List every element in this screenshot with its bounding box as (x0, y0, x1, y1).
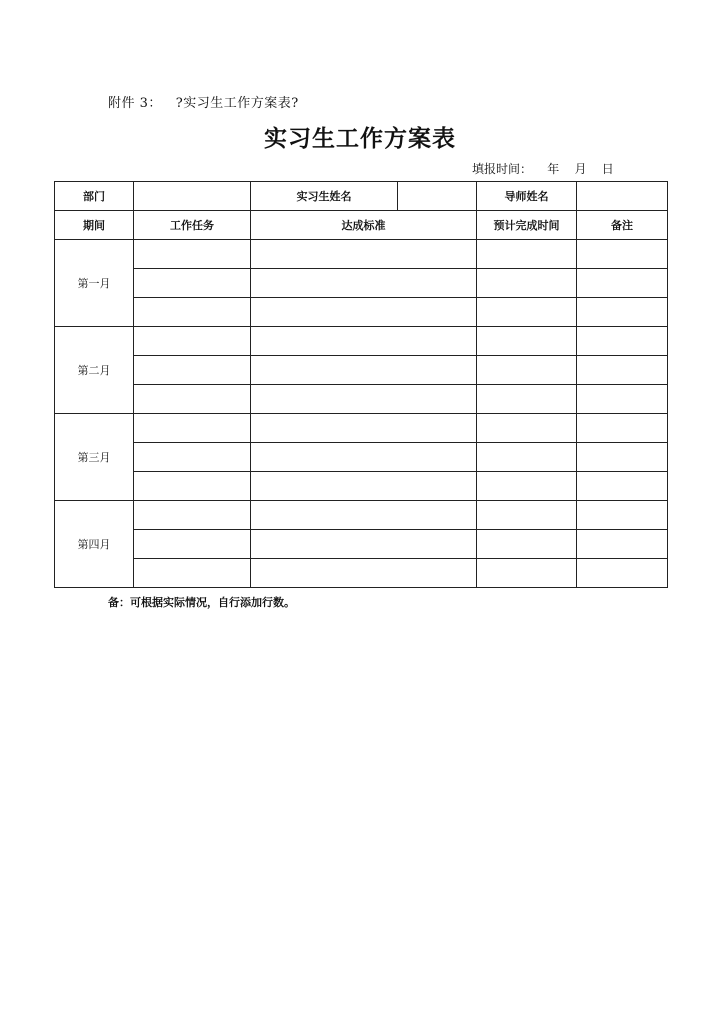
table-row (55, 414, 668, 443)
intern-plan-table (54, 181, 668, 588)
table-row (55, 443, 668, 472)
department-field[interactable] (134, 182, 251, 211)
attachment-line: 附件 3： ?实习生工作方案表? (108, 96, 299, 111)
remark-cell[interactable] (577, 443, 668, 472)
standard-header: 达成标准 (251, 211, 477, 240)
intern-name-field[interactable] (398, 182, 477, 211)
intern-name-label: 实习生姓名 (251, 182, 398, 211)
due-time-cell[interactable] (477, 472, 577, 501)
table-row (55, 240, 668, 269)
due-time-cell[interactable] (477, 385, 577, 414)
due-time-cell[interactable] (477, 414, 577, 443)
standard-cell[interactable] (251, 298, 477, 327)
standard-cell[interactable] (251, 414, 477, 443)
due-time-header: 预计完成时间 (477, 211, 577, 240)
table-row (55, 559, 668, 588)
due-time-cell[interactable] (477, 356, 577, 385)
due-time-cell[interactable] (477, 443, 577, 472)
mentor-name-field[interactable] (577, 182, 668, 211)
column-header-row (55, 211, 668, 240)
due-time-cell[interactable] (477, 327, 577, 356)
table-row (55, 298, 668, 327)
standard-cell[interactable] (251, 530, 477, 559)
standard-cell[interactable] (251, 327, 477, 356)
standard-cell[interactable] (251, 240, 477, 269)
task-cell[interactable] (134, 530, 251, 559)
remark-cell[interactable] (577, 298, 668, 327)
task-cell[interactable] (134, 298, 251, 327)
remark-cell[interactable] (577, 385, 668, 414)
task-cell[interactable] (134, 414, 251, 443)
mentor-name-label: 导师姓名 (477, 182, 577, 211)
due-time-cell[interactable] (477, 240, 577, 269)
task-cell[interactable] (134, 472, 251, 501)
department-label: 部门 (55, 182, 134, 211)
task-cell[interactable] (134, 443, 251, 472)
remark-cell[interactable] (577, 559, 668, 588)
remark-cell[interactable] (577, 501, 668, 530)
remark-cell[interactable] (577, 327, 668, 356)
task-header: 工作任务 (134, 211, 251, 240)
remark-cell[interactable] (577, 269, 668, 298)
table-row (55, 530, 668, 559)
table-row (55, 385, 668, 414)
due-time-cell[interactable] (477, 501, 577, 530)
remark-cell[interactable] (577, 240, 668, 269)
table-row (55, 501, 668, 530)
due-time-cell[interactable] (477, 298, 577, 327)
period-label: 第三月 (55, 414, 134, 501)
remark-cell[interactable] (577, 472, 668, 501)
page-title: 实习生工作方案表 (264, 125, 456, 152)
info-row (55, 182, 668, 211)
remark-cell[interactable] (577, 356, 668, 385)
standard-cell[interactable] (251, 356, 477, 385)
standard-cell[interactable] (251, 269, 477, 298)
fill-time-field: 填报时间： 年 月 日 (472, 162, 614, 176)
remark-cell[interactable] (577, 530, 668, 559)
table-row (55, 472, 668, 501)
table-row (55, 356, 668, 385)
task-cell[interactable] (134, 501, 251, 530)
period-label: 第二月 (55, 327, 134, 414)
standard-cell[interactable] (251, 385, 477, 414)
task-cell[interactable] (134, 269, 251, 298)
table-row (55, 269, 668, 298)
task-cell[interactable] (134, 240, 251, 269)
period-label: 第四月 (55, 501, 134, 588)
period-header: 期间 (55, 211, 134, 240)
standard-cell[interactable] (251, 472, 477, 501)
due-time-cell[interactable] (477, 269, 577, 298)
task-cell[interactable] (134, 385, 251, 414)
table-row (55, 327, 668, 356)
task-cell[interactable] (134, 327, 251, 356)
standard-cell[interactable] (251, 559, 477, 588)
remark-cell[interactable] (577, 414, 668, 443)
due-time-cell[interactable] (477, 559, 577, 588)
due-time-cell[interactable] (477, 530, 577, 559)
note-line: 备：可根据实际情况，自行添加行数。 (108, 596, 295, 609)
standard-cell[interactable] (251, 443, 477, 472)
standard-cell[interactable] (251, 501, 477, 530)
task-cell[interactable] (134, 559, 251, 588)
period-label: 第一月 (55, 240, 134, 327)
remark-header: 备注 (577, 211, 668, 240)
task-cell[interactable] (134, 356, 251, 385)
